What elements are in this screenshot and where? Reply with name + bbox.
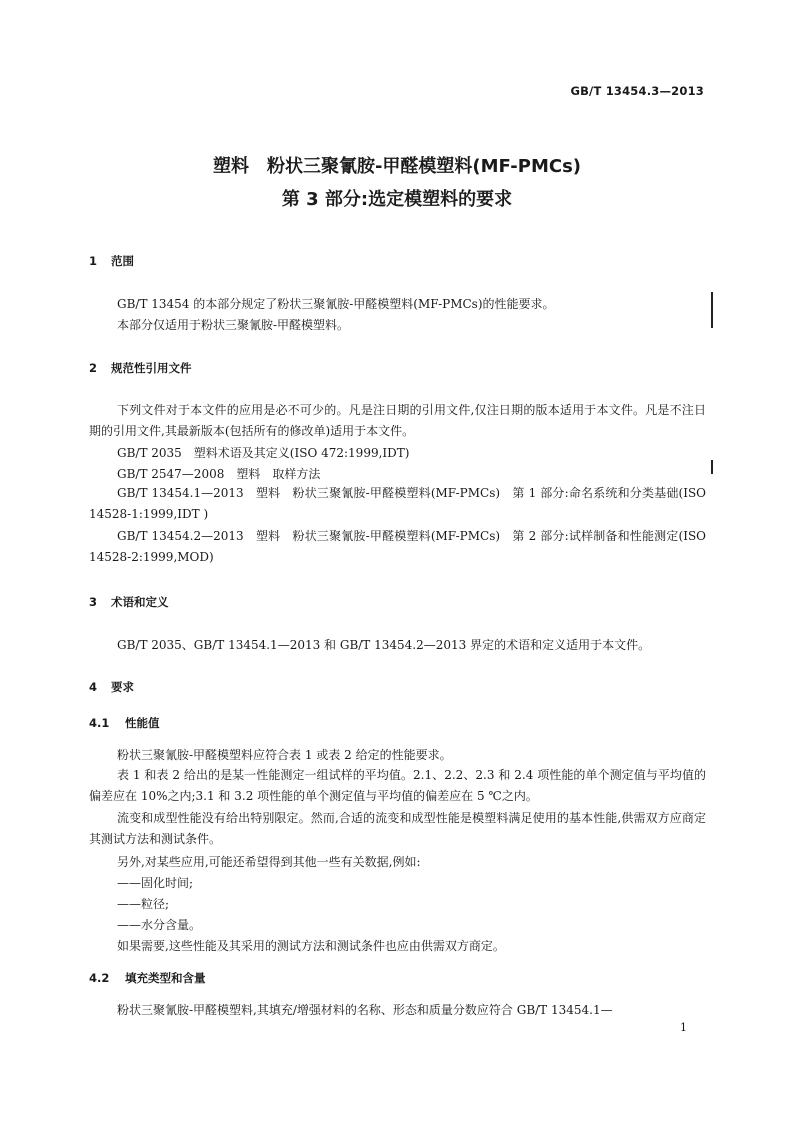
reference-item: GB/T 2035 塑料术语及其定义(ISO 472:1999,IDT) — [117, 446, 410, 460]
section-4-2-heading — [89, 970, 206, 986]
section-4-heading — [89, 679, 134, 695]
reference-item: GB/T 13454.2—2013 塑料 粉状三聚氰胺-甲醛模塑料(MF-PMCs) 第 2 部分:试样制备和性能测定(ISO 14528-2:1999,MOD) — [89, 529, 706, 564]
reference-item: GB/T 2547—2008 塑料 取样方法 — [117, 467, 321, 481]
change-bar — [711, 292, 713, 328]
paragraph: 下列文件对于本文件的应用是必不可少的。凡是注日期的引用文件,仅注日期的版本适用于本文件。凡是不注日期的引用文件,其最新版本(包括所有的修改单)适用于本文件。 — [89, 403, 706, 438]
section-title: 术语和定义 — [111, 595, 169, 609]
paragraph: 表 1 和表 2 给出的是某一性能测定一组试样的平均值。2.1、2.2、2.3 和 2.4 项性能的单个测定值与平均值的偏差应在 10%之内;3.1 和 3.2 项性能的单个测定值与平均值的偏差应在 5 ℃之内。 — [89, 768, 706, 803]
section-number: 2 — [89, 361, 98, 375]
section-number: 4.1 — [89, 716, 110, 730]
section-title: 性能值 — [125, 716, 160, 730]
section-3-heading — [89, 594, 169, 610]
section-title: 规范性引用文件 — [111, 361, 192, 375]
paragraph: 粉状三聚氰胺-甲醛模塑料,其填充/增强材料的名称、形态和质量分数应符合 GB/T 13454.1— — [117, 1003, 613, 1017]
paragraph: GB/T 13454 的本部分规定了粉状三聚氰胺-甲醛模塑料(MF-PMCs)的性能要求。 — [117, 297, 555, 311]
paragraph: 本部分仅适用于粉状三聚氰胺-甲醛模塑料。 — [117, 318, 350, 332]
page-number: 1 — [680, 1021, 687, 1034]
paragraph: 粉状三聚氰胺-甲醛模塑料应符合表 1 或表 2 给定的性能要求。 — [117, 748, 452, 762]
paragraph: 另外,对某些应用,可能还希望得到其他一些有关数据,例如: — [117, 855, 421, 869]
section-number: 4.2 — [89, 971, 110, 985]
section-title: 要求 — [111, 680, 134, 694]
change-bar — [711, 460, 713, 474]
list-item: ——水分含量。 — [117, 918, 202, 932]
section-number: 4 — [89, 680, 98, 694]
section-title: 范围 — [111, 254, 134, 268]
document-title: 塑料 粉状三聚氰胺-甲醛模塑料(MF-PMCs) — [212, 156, 582, 177]
standard-number: GB/T 13454.3—2013 — [570, 84, 704, 98]
section-2-heading — [89, 360, 192, 376]
reference-item: GB/T 13454.1—2013 塑料 粉状三聚氰胺-甲醛模塑料(MF-PMCs) 第 1 部分:命名系统和分类基础(ISO 14528-1:1999,IDT ) — [89, 486, 706, 521]
section-4-1-heading — [89, 715, 160, 731]
paragraph: GB/T 2035、GB/T 13454.1—2013 和 GB/T 13454.2—2013 界定的术语和定义适用于本文件。 — [117, 638, 651, 652]
section-number: 1 — [89, 254, 98, 268]
list-item: ——粒径; — [117, 897, 170, 911]
section-title: 填充类型和含量 — [125, 971, 206, 985]
section-1-heading — [89, 253, 134, 269]
section-number: 3 — [89, 595, 98, 609]
paragraph: 如果需要,这些性能及其采用的测试方法和测试条件也应由供需双方商定。 — [117, 939, 505, 953]
paragraph: 流变和成型性能没有给出特别限定。然而,合适的流变和成型性能是模塑料满足使用的基本性能,供需双方应商定其测试方法和测试条件。 — [89, 811, 706, 846]
document-subtitle: 第 3 部分:选定模塑料的要求 — [281, 189, 513, 210]
list-item: ——固化时间; — [117, 876, 194, 890]
